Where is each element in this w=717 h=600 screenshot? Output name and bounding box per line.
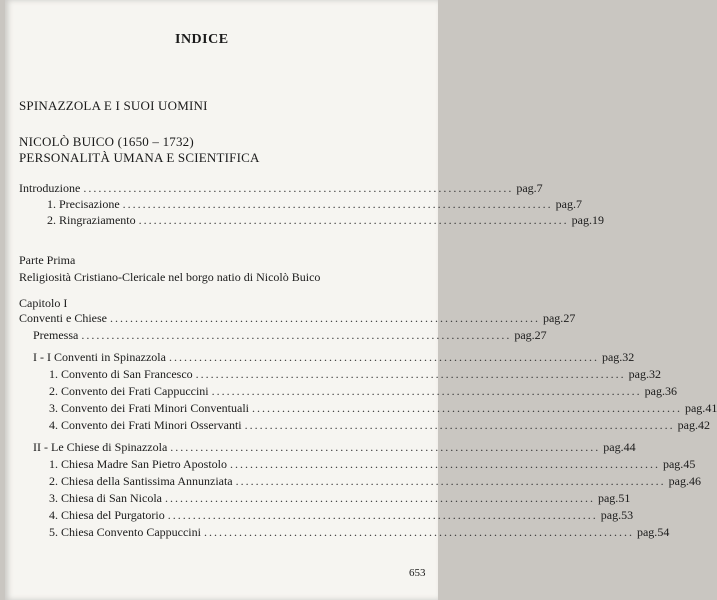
toc-entry: 5. Chiesa Convento Cappuccini ...................................................................................... pag. 54 [49,525,670,539]
leader-dots: ...................................................................................... [168,350,599,364]
toc-entry: II - Le Chiese di Spinazzola ...................................................................................... pag. 44 [33,440,636,454]
subject-heading-line1: NICOLÒ BUICO (1650 – 1732) [19,134,194,149]
part-label: Parte Prima [19,253,76,267]
toc-entry: 2. Chiesa della Santissima Annunziata ...................................................................................... pag. 46 [49,474,701,488]
toc-entry: 2. Convento dei Frati Cappuccini ...................................................................................... pag. 36 [49,384,677,398]
book-page [5,0,717,600]
toc-entry: 4. Chiesa del Purgatorio ...................................................................................... pag. 53 [49,508,634,522]
toc-entry: I - I Conventi in Spinazzola ...................................................................................... pag. 32 [33,350,635,364]
toc-entry: 1. Chiesa Madre San Pietro Apostolo ...................................................................................... pag. 45 [49,457,696,471]
leader-dots: ...................................................................................... [167,508,598,522]
leader-dots: ...................................................................................... [122,197,553,211]
leader-dots: ...................................................................................... [164,491,595,505]
leader-dots: ...................................................................................... [109,311,540,325]
toc-entry: 3. Convento dei Frati Minori Conventuali ...................................................................................... pag. 41 [49,401,717,415]
subject-heading-line2: PERSONALITÀ UMANA E SCIENTIFICA [19,150,260,165]
page-number: 653 [409,567,426,579]
leader-dots: ...................................................................................... [235,474,666,488]
toc-entry: Conventi e Chiese ...................................................................................... pag. 27 [19,311,576,325]
leader-dots: ...................................................................................... [81,328,512,342]
leader-dots: ...................................................................................... [244,418,675,432]
leader-dots: ...................................................................................... [229,457,660,471]
toc-entry: 1. Convento di San Francesco ...................................................................................... pag. 32 [49,367,661,381]
leader-dots: ...................................................................................... [170,440,601,454]
toc-entry: Introduzione ...................................................................................... pag. 7 [19,181,543,195]
leader-dots: ...................................................................................... [203,525,634,539]
leader-dots: ...................................................................................... [195,367,626,381]
section-heading: SPINAZZOLA E I SUOI UOMINI [19,98,208,113]
leader-dots: ...................................................................................... [83,181,514,195]
toc-entry: 2. Ringraziamento ...................................................................................... pag. 19 [47,213,604,227]
toc-entry: Premessa ...................................................................................... pag. 27 [33,328,547,342]
toc-entry: 4. Convento dei Frati Minori Osservanti ...................................................................................... pag. 42 [49,418,710,432]
toc-entry: 1. Precisazione ...................................................................................... pag. 7 [47,197,582,211]
toc-entry: 3. Chiesa di San Nicola ...................................................................................... pag. 51 [49,491,631,505]
page-title: INDICE [175,32,229,47]
leader-dots: ...................................................................................... [251,401,682,415]
chapter-label: Capitolo I [19,296,68,310]
part-subtitle: Religiosità Cristiano-Clericale nel borgo natio di Nicolò Buico [19,270,321,284]
leader-dots: ...................................................................................... [138,213,569,227]
leader-dots: ...................................................................................... [211,384,642,398]
